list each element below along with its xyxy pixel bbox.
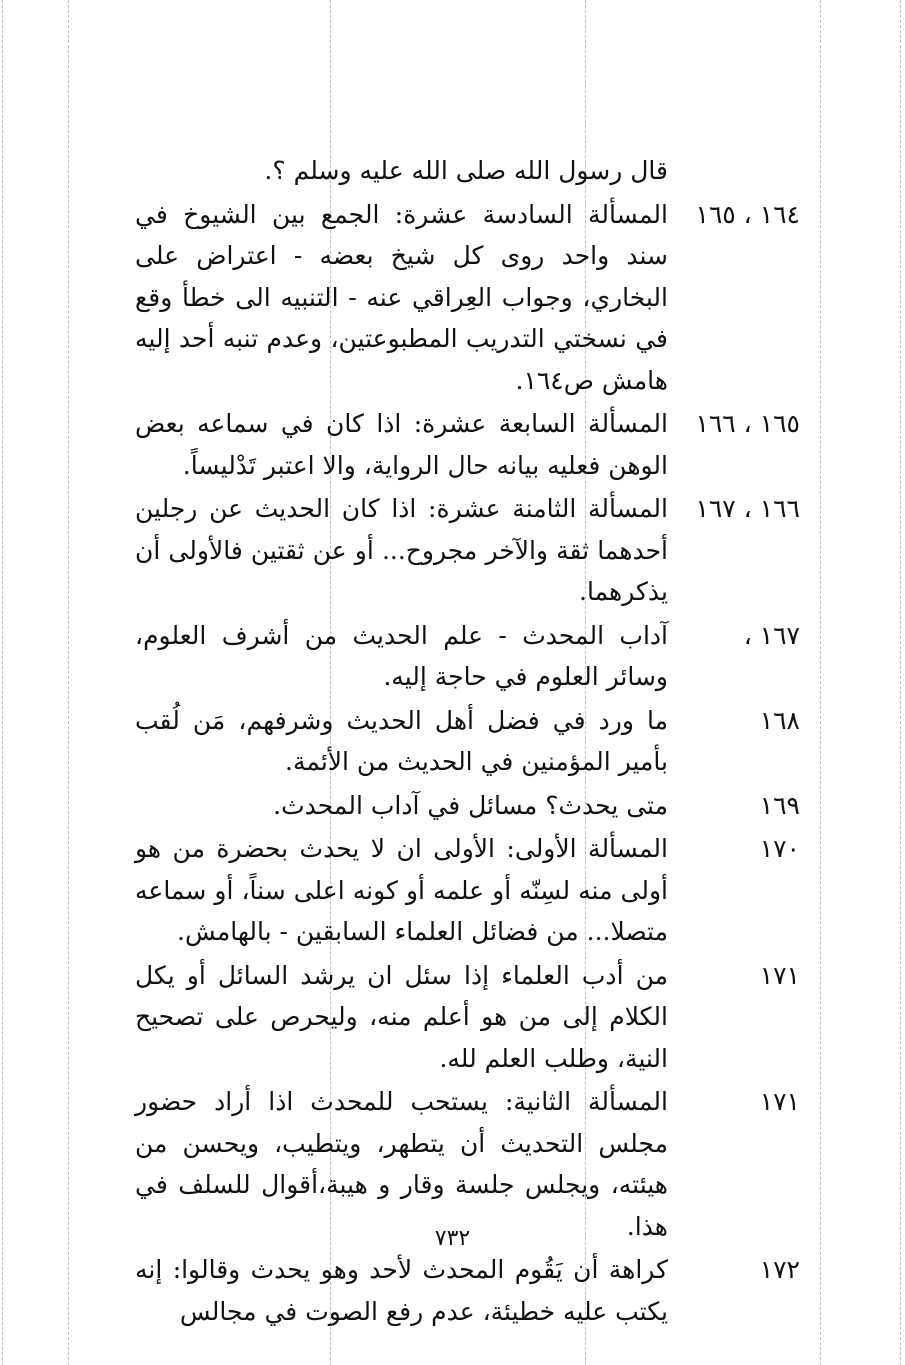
entry-pages: ١٧٠ — [759, 834, 800, 863]
entry-text: قال رسول الله صلى الله عليه وسلم ؟. — [264, 156, 668, 185]
entry-pages: ١٧٢ — [759, 1255, 800, 1284]
index-entry — [135, 615, 800, 698]
entry-text: آداب المحدث - علم الحديث من أشرف العلوم، وسائر العلوم في حاجة إليه. — [135, 620, 668, 691]
entry-pages: ١٦٦ ، ١٦٧ — [695, 494, 800, 523]
index-entry — [135, 488, 800, 613]
entry-text: المسألة السابعة عشرة: اذا كان في سماعه بعض الوهن فعليه بيانه حال الرواية، والا اعتبر تَدْليساً. — [135, 409, 668, 480]
entry-pages: ١٦٤ ، ١٦٥ — [695, 199, 800, 229]
index-entry — [135, 1081, 800, 1247]
index-entries — [135, 150, 800, 1334]
index-entry — [135, 194, 800, 402]
entry-text: متى يحدث؟ مسائل في آداب المحدث. — [273, 790, 668, 820]
entry-pages: ١٦٨ — [759, 705, 800, 735]
index-entry — [135, 700, 800, 783]
index-entry — [135, 1249, 800, 1332]
index-entry — [135, 955, 800, 1080]
entry-text: المسألة الأولى: الأولى ان لا يحدث بحضرة من هو أولى منه لسِنّه أو علمه أو كونه اعلى سناً، أو سماعه متصلا... من فضائل العلماء السابقين - بالهامش. — [135, 834, 668, 946]
entry-pages: ١٦٩ — [759, 790, 800, 820]
entry-text: كراهة أن يَقُوم المحدث لأحد وهو يحدث وقالوا: إنه يكتب عليه خطيئة، عدم رفع الصوت في مجالس — [135, 1255, 668, 1326]
entry-pages: ١٦٥ ، ١٦٦ — [695, 409, 800, 438]
index-entry — [135, 785, 800, 827]
entry-pages: ١٧١ — [759, 960, 800, 990]
index-entry — [135, 828, 800, 953]
entry-text: المسألة السادسة عشرة: الجمع بين الشيوخ في سند واحد روى كل شيخ بعضه - اعتراض على البخاري، وجواب العِراقي عنه - التنبيه الى خطأ وقع في نسختي التدريب المطبوعتين، وعدم تنبه أحد إليه هامش ص١٦٤. — [135, 199, 668, 395]
entry-text: المسألة الثانية: يستحب للمحدث اذا أراد حضور مجلس التحديث أن يتطهر، ويتطيب، ويحسن من هيئته، ويجلس جلسة وقار و هيبة،أقوال للسلف في هذا. — [135, 1087, 668, 1241]
entry-pages — [668, 150, 800, 192]
entry-pages: ١٦٧ ، — [743, 620, 800, 650]
entry-text: ما ورد في فضل أهل الحديث وشرفهم، مَن لُقب بأمير المؤمنين في الحديث من الأئمة. — [135, 705, 668, 776]
entry-text: المسألة الثامنة عشرة: اذا كان الحديث عن رجلين أحدهما ثقة والآخر مجروح... أو عن ثقتين فالأولى أن يذكرهما. — [135, 494, 668, 606]
page-number: ٧٣٢ — [434, 1226, 471, 1251]
index-entry — [135, 403, 800, 486]
index-entry — [135, 150, 800, 192]
entry-text: من أدب العلماء إذا سئل ان يرشد السائل أو يكل الكلام إلى من هو أعلم منه، وليحرص على تصحيح النية، وطلب العلم لله. — [135, 960, 668, 1073]
entry-pages: ١٧١ — [759, 1087, 800, 1116]
